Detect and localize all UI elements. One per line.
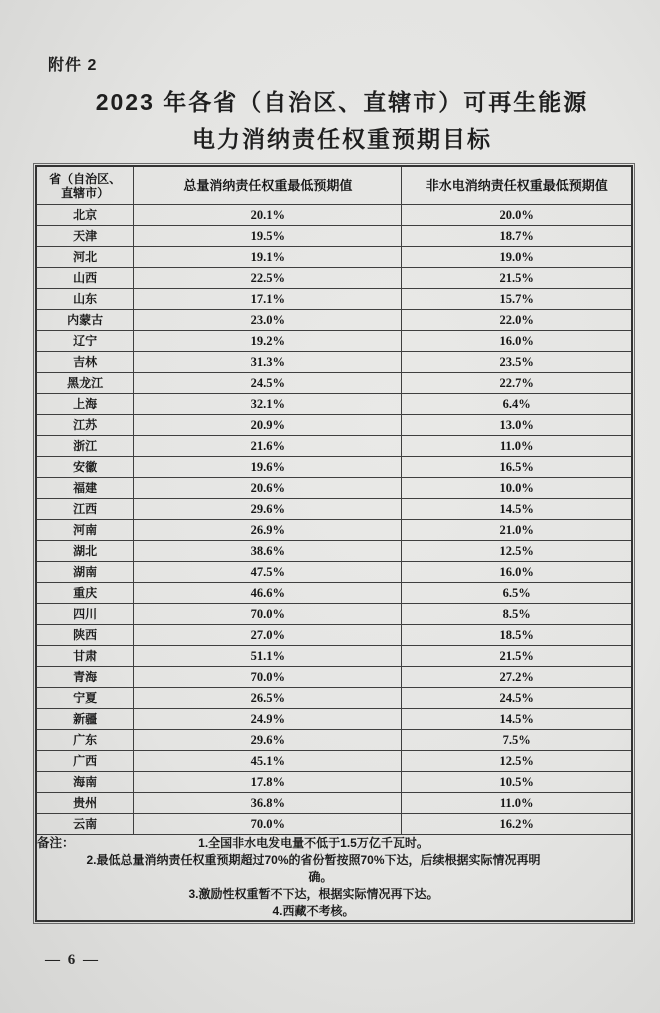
nonhydro-weight-cell: 24.5% — [402, 688, 632, 709]
page-number: — 6 — — [45, 952, 100, 968]
nonhydro-weight-cell: 19.0% — [402, 247, 632, 268]
province-cell: 上海 — [36, 394, 134, 415]
nonhydro-weight-cell: 14.5% — [402, 499, 632, 520]
province-cell: 海南 — [36, 772, 134, 793]
nonhydro-weight-cell: 13.0% — [402, 415, 632, 436]
table-row — [36, 205, 632, 226]
province-cell: 湖南 — [36, 562, 134, 583]
total-weight-cell: 20.1% — [134, 205, 402, 226]
nonhydro-weight-cell: 6.4% — [402, 394, 632, 415]
table-row — [36, 562, 632, 583]
nonhydro-weight-cell: 6.5% — [402, 583, 632, 604]
total-weight-cell: 46.6% — [134, 583, 402, 604]
province-cell: 重庆 — [36, 583, 134, 604]
table-row — [36, 583, 632, 604]
nonhydro-weight-cell: 18.5% — [402, 625, 632, 646]
table-row — [36, 688, 632, 709]
total-weight-cell: 70.0% — [134, 604, 402, 625]
province-cell: 甘肃 — [36, 646, 134, 667]
total-weight-cell: 32.1% — [134, 394, 402, 415]
province-cell: 宁夏 — [36, 688, 134, 709]
province-cell: 广东 — [36, 730, 134, 751]
province-cell: 天津 — [36, 226, 134, 247]
nonhydro-weight-cell: 22.0% — [402, 310, 632, 331]
province-cell: 陕西 — [36, 625, 134, 646]
table-row — [36, 814, 632, 835]
table-row — [36, 373, 632, 394]
table-row — [36, 310, 632, 331]
table-row — [36, 709, 632, 730]
province-cell: 云南 — [36, 814, 134, 835]
table-row — [36, 415, 632, 436]
notes-items — [77, 835, 551, 920]
province-cell: 山东 — [36, 289, 134, 310]
table-row — [36, 604, 632, 625]
note-item: 3.激励性权重暂不下达，根据实际情况再下达。 — [188, 887, 439, 901]
nonhydro-weight-cell: 20.0% — [402, 205, 632, 226]
nonhydro-weight-cell: 11.0% — [402, 436, 632, 457]
total-weight-cell: 20.6% — [134, 478, 402, 499]
attachment-label: 附件 2 — [48, 57, 98, 74]
nonhydro-weight-cell: 27.2% — [402, 667, 632, 688]
table-row — [36, 520, 632, 541]
province-cell: 新疆 — [36, 709, 134, 730]
nonhydro-weight-cell: 21.5% — [402, 646, 632, 667]
province-cell: 福建 — [36, 478, 134, 499]
note-item: 1.全国非水电发电量不低于1.5万亿千瓦时。 — [198, 836, 429, 850]
province-cell: 江苏 — [36, 415, 134, 436]
table-row — [36, 730, 632, 751]
document-title — [12, 84, 660, 158]
table-row — [36, 541, 632, 562]
header-province-line2: 直辖市） — [61, 185, 110, 200]
nonhydro-weight-cell: 16.2% — [402, 814, 632, 835]
province-cell: 青海 — [36, 667, 134, 688]
table-row — [36, 667, 632, 688]
total-weight-cell: 26.5% — [134, 688, 402, 709]
nonhydro-weight-cell: 10.5% — [402, 772, 632, 793]
table-row — [36, 457, 632, 478]
nonhydro-weight-cell: 8.5% — [402, 604, 632, 625]
header-cell-nonhydro-weight: 非水电消纳责任权重最低预期值 — [402, 166, 632, 205]
total-weight-cell: 19.1% — [134, 247, 402, 268]
nonhydro-weight-cell: 21.5% — [402, 268, 632, 289]
nonhydro-weight-cell: 16.0% — [402, 562, 632, 583]
province-cell: 江西 — [36, 499, 134, 520]
total-weight-cell: 19.6% — [134, 457, 402, 478]
nonhydro-weight-cell: 16.0% — [402, 331, 632, 352]
nonhydro-weight-cell: 16.5% — [402, 457, 632, 478]
table-row — [36, 646, 632, 667]
province-cell: 河南 — [36, 520, 134, 541]
total-weight-cell: 29.6% — [134, 499, 402, 520]
total-weight-cell: 21.6% — [134, 436, 402, 457]
province-cell: 河北 — [36, 247, 134, 268]
total-weight-cell: 19.5% — [134, 226, 402, 247]
total-weight-cell: 70.0% — [134, 667, 402, 688]
total-weight-cell: 19.2% — [134, 331, 402, 352]
province-cell: 广西 — [36, 751, 134, 772]
nonhydro-weight-cell: 22.7% — [402, 373, 632, 394]
table-row — [36, 793, 632, 814]
total-weight-cell: 27.0% — [134, 625, 402, 646]
total-weight-cell: 47.5% — [134, 562, 402, 583]
nonhydro-weight-cell: 15.7% — [402, 289, 632, 310]
total-weight-cell: 20.9% — [134, 415, 402, 436]
province-cell: 山西 — [36, 268, 134, 289]
province-cell: 内蒙古 — [36, 310, 134, 331]
table-row — [36, 772, 632, 793]
total-weight-cell: 17.1% — [134, 289, 402, 310]
table-row — [36, 226, 632, 247]
nonhydro-weight-cell: 11.0% — [402, 793, 632, 814]
table-row — [36, 289, 632, 310]
total-weight-cell: 51.1% — [134, 646, 402, 667]
total-weight-cell: 26.9% — [134, 520, 402, 541]
table-row — [36, 478, 632, 499]
total-weight-cell: 17.8% — [134, 772, 402, 793]
header-cell-total-weight: 总量消纳责任权重最低预期值 — [134, 166, 402, 205]
note-item: 4.西藏不考核。 — [272, 904, 355, 918]
table-row — [36, 499, 632, 520]
province-cell: 辽宁 — [36, 331, 134, 352]
total-weight-cell: 24.9% — [134, 709, 402, 730]
nonhydro-weight-cell: 18.7% — [402, 226, 632, 247]
total-weight-cell: 23.0% — [134, 310, 402, 331]
total-weight-cell: 22.5% — [134, 268, 402, 289]
province-cell: 浙江 — [36, 436, 134, 457]
title-line-1: 2023 年各省（自治区、直辖市）可再生能源 — [95, 89, 589, 115]
table-row — [36, 436, 632, 457]
nonhydro-weight-cell: 12.5% — [402, 751, 632, 772]
nonhydro-weight-cell: 23.5% — [402, 352, 632, 373]
title-line-2: 电力消纳责任权重预期目标 — [192, 126, 492, 152]
notes-row — [36, 835, 632, 922]
nonhydro-weight-cell: 14.5% — [402, 709, 632, 730]
total-weight-cell: 38.6% — [134, 541, 402, 562]
notes-box — [36, 835, 632, 922]
province-cell: 北京 — [36, 205, 134, 226]
table-header-row — [36, 166, 632, 205]
nonhydro-weight-cell: 12.5% — [402, 541, 632, 562]
nonhydro-weight-cell: 10.0% — [402, 478, 632, 499]
table-row — [36, 394, 632, 415]
notes-label: 备注： — [37, 836, 75, 850]
province-cell: 吉林 — [36, 352, 134, 373]
header-cell-province — [36, 166, 134, 205]
province-cell: 黑龙江 — [36, 373, 134, 394]
table-row — [36, 625, 632, 646]
targets-table — [35, 165, 633, 922]
province-cell: 贵州 — [36, 793, 134, 814]
table-row — [36, 247, 632, 268]
province-cell: 四川 — [36, 604, 134, 625]
nonhydro-weight-cell: 21.0% — [402, 520, 632, 541]
total-weight-cell: 70.0% — [134, 814, 402, 835]
table-row — [36, 331, 632, 352]
table-row — [36, 268, 632, 289]
total-weight-cell: 45.1% — [134, 751, 402, 772]
total-weight-cell: 29.6% — [134, 730, 402, 751]
table-row — [36, 352, 632, 373]
province-cell: 安徽 — [36, 457, 134, 478]
total-weight-cell: 31.3% — [134, 352, 402, 373]
total-weight-cell: 24.5% — [134, 373, 402, 394]
note-item: 2.最低总量消纳责任权重预期超过70%的省份暂按照70%下达，后续根据实际情况再明确。 — [86, 853, 541, 884]
total-weight-cell: 36.8% — [134, 793, 402, 814]
province-cell: 湖北 — [36, 541, 134, 562]
nonhydro-weight-cell: 7.5% — [402, 730, 632, 751]
table-row — [36, 751, 632, 772]
header-province-line1: 省（自治区、 — [49, 171, 122, 186]
table-body — [36, 205, 632, 835]
